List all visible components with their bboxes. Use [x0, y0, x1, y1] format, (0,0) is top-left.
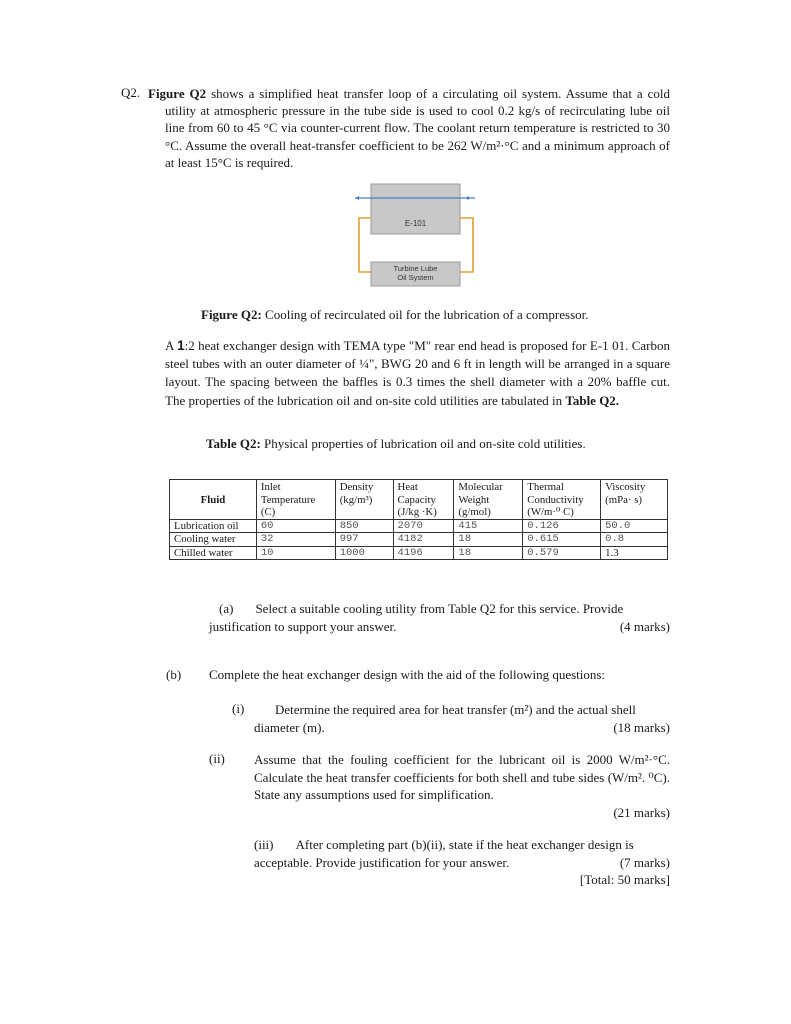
oil-supply-line — [460, 218, 473, 272]
cell-inlet: 10 — [256, 546, 335, 560]
cell-cp: 4196 — [393, 546, 454, 560]
part-b-i-line2 — [254, 719, 670, 737]
oil-system-label — [371, 264, 460, 282]
header-fluid: Fluid — [170, 480, 257, 520]
table-row — [170, 519, 668, 533]
part-a-text: Select a suitable cooling utility from Table Q2 for this service. Provide — [255, 601, 624, 616]
part-b-i — [254, 701, 670, 736]
figure-caption-text: Cooling of recirculated oil for the lubrication of a compressor. — [261, 307, 589, 322]
part-b-i-text2: diameter (m). — [254, 719, 325, 735]
exchanger-label: E-101 — [404, 219, 427, 228]
cell-k: 0.615 — [523, 533, 601, 547]
table-caption-label: Table Q2: — [206, 436, 261, 451]
part-b-iii-text: After completing part (b)(ii), state if the heat exchanger design is — [295, 837, 634, 852]
design-paragraph — [165, 337, 670, 410]
part-b-iii-line2 — [254, 854, 670, 872]
part-b-ii-label: (ii) — [209, 751, 225, 766]
cell-mw: 415 — [454, 519, 523, 533]
part-b-iii-marks: (7 marks) — [619, 854, 670, 870]
cell-cp: 4182 — [393, 533, 454, 547]
table-header-row — [170, 480, 668, 520]
cell-mw: 18 — [454, 546, 523, 560]
oil-system-line2: Oil System — [397, 273, 434, 282]
design-lead: A — [165, 338, 178, 353]
arrow-left-icon — [355, 196, 359, 200]
total-marks: [Total: 50 marks] — [579, 872, 670, 887]
cell-density: 997 — [335, 533, 393, 547]
table-caption-text: Physical properties of lubrication oil and on-site cold utilities. — [260, 436, 586, 451]
part-b-i-label: (i) — [232, 701, 245, 716]
cell-mu: 0.8 — [601, 533, 668, 547]
arrow-right-icon — [467, 196, 471, 200]
part-b-iii-text2: acceptable. Provide justification for your answer. — [254, 854, 510, 870]
oil-system-line1: Turbine Lube — [393, 264, 438, 273]
cell-mu: 1.3 — [601, 546, 668, 560]
table-row — [170, 546, 668, 560]
header-inlet: Inlet Temperature (C) — [256, 480, 335, 520]
part-a-label: (a) — [219, 601, 234, 616]
part-b-text: Complete the heat exchanger design with the aid of the following questions: — [209, 667, 606, 682]
part-a — [209, 600, 670, 635]
part-b-i-text: Determine the required area for heat transfer (m²) and the actual shell — [275, 702, 636, 717]
cell-density: 1000 — [335, 546, 393, 560]
question-intro — [148, 85, 670, 171]
cell-cp: 2070 — [393, 519, 454, 533]
properties-table — [169, 479, 668, 560]
part-b-label: (b) — [166, 667, 182, 682]
part-a-line2 — [209, 618, 670, 636]
header-thermal-conductivity: Thermal Conductivity (W/m·⁰ C) — [523, 480, 601, 520]
part-b-iii-label: (iii) — [254, 837, 274, 852]
part-b-iii — [254, 836, 670, 889]
table-ref: Table Q2. — [565, 392, 620, 408]
cell-mw: 18 — [454, 533, 523, 547]
cell-inlet: 32 — [256, 533, 335, 547]
part-b-i-marks: (18 marks) — [613, 719, 670, 735]
figure-q2-diagram — [355, 182, 480, 288]
header-heat-capacity: Heat Capacity (J/kg ·K) — [393, 480, 454, 520]
cell-density: 850 — [335, 519, 393, 533]
question-number: Q2. — [121, 85, 141, 100]
header-molecular-weight: Molecular Weight (g/mol) — [454, 480, 523, 520]
part-b-ii-marks: (21 marks) — [613, 804, 670, 820]
table-caption — [206, 436, 586, 452]
cell-k: 0.579 — [523, 546, 601, 560]
header-viscosity: Viscosity (mPa· s) — [601, 480, 668, 520]
cell-k: 0.126 — [523, 519, 601, 533]
design-text: :2 heat exchanger design with TEMA type "M" rear end head is proposed for E-1 01. Carbon steel tubes with an outer diameter of ¼", BWG 20 and 6 ft in length will be arranged in a square layout. The spacing between the baffles is 0.3 times the shell diameter with a 20% baffle cut. The properties of the lubrication oil and on-site cold utilities are tabulated in — [165, 338, 670, 408]
figure-caption-label: Figure Q2: — [201, 307, 262, 322]
cell-fluid: Chilled water — [170, 546, 257, 560]
properties-table-wrap — [169, 479, 668, 560]
cell-mu: 50.0 — [601, 519, 668, 533]
design-ratio: 1 — [177, 338, 185, 353]
part-a-marks: (4 marks) — [619, 618, 670, 634]
cell-fluid: Cooling water — [170, 533, 257, 547]
header-density: Density (kg/m³) — [335, 480, 393, 520]
part-b-ii-text: Assume that the fouling coefficient for the lubricant oil is 2000 W/m²·°C. Calculate the heat transfer coefficients for both shell and tube sides (W/m². ⁰C). State any assumptions used for simplification. — [254, 752, 670, 802]
figure-ref: Figure Q2 — [148, 86, 207, 101]
table-row — [170, 533, 668, 547]
question-intro-text: shows a simplified heat transfer loop of a circulating oil system. Assume that a cold utility at atmospheric pressure in the tube side is used to cool 0.2 kg/s of recirculating lube oil line from 60 to 45 °C via counter-current flow. The coolant return temperature is restricted to 30 °C. Assume the overall heat-transfer coefficient to be 262 W/m²·°C and a minimum approach of at least 15°C is required. — [165, 86, 670, 170]
part-a-line1 — [209, 600, 670, 618]
part-a-text2: justification to support your answer. — [209, 618, 397, 634]
part-b-i-line1 — [254, 701, 670, 719]
oil-return-line — [359, 218, 371, 272]
part-b-iii-line1 — [254, 836, 670, 854]
figure-caption — [201, 307, 589, 323]
cell-inlet: 60 — [256, 519, 335, 533]
part-b-ii — [254, 751, 670, 821]
cell-fluid: Lubrication oil — [170, 519, 257, 533]
